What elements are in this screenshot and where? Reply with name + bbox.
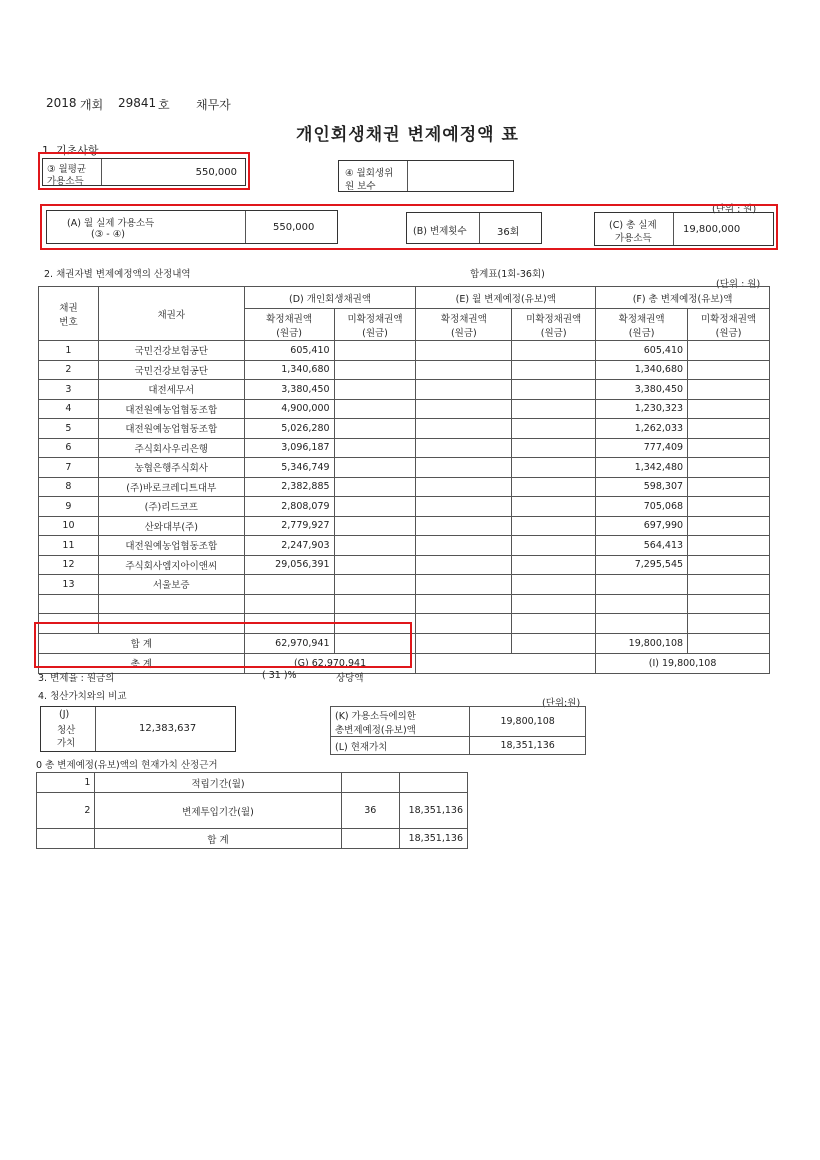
header-no-2: 번호 [59, 316, 78, 328]
pv-row-months [341, 773, 400, 793]
table-row [39, 458, 770, 478]
row-e-confirmed [416, 536, 512, 556]
pv-sum-value: 18,351,136 [400, 829, 468, 849]
row-d-confirmed: 4,900,000 [244, 399, 334, 419]
header-d-unconfirmed-2: (원금) [362, 327, 388, 339]
row-f-confirmed: 777,409 [596, 438, 688, 458]
row-f-unconfirmed [688, 419, 770, 439]
avg-income-label-1: ③ 월평균 [47, 164, 87, 175]
pv-row-value [400, 773, 468, 793]
table-row [39, 516, 770, 536]
row-f-unconfirmed [688, 399, 770, 419]
header-d-confirmed-1: 확정채권액 [266, 313, 313, 325]
row-f-unconfirmed [688, 477, 770, 497]
trustee-fee-box [338, 160, 514, 192]
avg-income-value: 550,000 [195, 167, 237, 178]
k-value: 19,800,108 [470, 707, 586, 737]
row-creditor: 주식회사우리은행 [98, 438, 244, 458]
row-creditor: 대전원예농업협동조합 [98, 536, 244, 556]
row-e-unconfirmed [512, 438, 596, 458]
section2-unit: (단위 : 원) [716, 279, 761, 290]
row-e-confirmed [416, 419, 512, 439]
row-d-confirmed: 3,380,450 [244, 380, 334, 400]
row-e-unconfirmed [512, 516, 596, 536]
row-creditor: 산와대부(주) [98, 516, 244, 536]
row-e-confirmed [416, 594, 512, 614]
row-f-confirmed [596, 575, 688, 595]
row-e-confirmed [416, 380, 512, 400]
creditor-rows [39, 341, 770, 634]
row-no: 8 [39, 477, 99, 497]
row-creditor: 대전세무서 [98, 380, 244, 400]
trustee-fee-label-2: 원 보수 [345, 181, 376, 192]
sum-label: 합 계 [39, 633, 245, 653]
row-creditor: (주)리드코프 [98, 497, 244, 517]
section3-label: 3. 변제율 : 원금의 [38, 673, 115, 684]
page-title: 개인회생채권 변제예정액 표 [296, 125, 519, 145]
header-d-confirmed [244, 309, 334, 341]
header-no [39, 287, 99, 341]
header-d-unconfirmed [334, 309, 416, 341]
row-d-unconfirmed [334, 497, 416, 517]
table-row [39, 360, 770, 380]
a-value: 550,000 [273, 222, 315, 233]
pv-row-no: 1 [37, 773, 95, 793]
row-e-confirmed [416, 458, 512, 478]
row-f-unconfirmed [688, 555, 770, 575]
row-d-confirmed: 29,056,391 [244, 555, 334, 575]
row-creditor: 대전원예농업협동조합 [98, 399, 244, 419]
row-creditor: (주)바로크레디트대부 [98, 477, 244, 497]
header-f-unconfirmed-1: 미확정채권액 [701, 313, 757, 325]
row-d-confirmed: 1,340,680 [244, 360, 334, 380]
row-no: 3 [39, 380, 99, 400]
row-e-unconfirmed [512, 555, 596, 575]
header-case-no: 29841 [118, 96, 157, 110]
c-value: 19,800,000 [683, 224, 741, 235]
row-d-unconfirmed [334, 594, 416, 614]
row-creditor: 주식회사엠지아이앤씨 [98, 555, 244, 575]
row-f-unconfirmed [688, 360, 770, 380]
table-row [39, 575, 770, 595]
highlight-avg-income [38, 152, 250, 190]
header-case-suffix: 호 [158, 98, 170, 112]
table-row [39, 341, 770, 361]
total-label: 총 계 [39, 653, 245, 673]
b-label: (B) 변제횟수 [413, 226, 467, 237]
header-d: (D) 개인회생채권액 [244, 287, 416, 309]
row-f-unconfirmed [688, 438, 770, 458]
row-f-confirmed: 697,990 [596, 516, 688, 536]
row-d-unconfirmed [334, 536, 416, 556]
pv-rows [37, 773, 468, 829]
row-e-confirmed [416, 516, 512, 536]
row-no: 6 [39, 438, 99, 458]
header-f: (F) 총 변제예정(유보)액 [596, 287, 770, 309]
row-d-unconfirmed [334, 477, 416, 497]
row-e-unconfirmed [512, 380, 596, 400]
pv-row-no: 2 [37, 793, 95, 829]
creditor-table [38, 286, 770, 674]
row-no: 12 [39, 555, 99, 575]
row-d-confirmed: 5,026,280 [244, 419, 334, 439]
pv-row-label: 적립기간(월) [95, 773, 341, 793]
header-f-confirmed-1: 확정채권액 [618, 313, 665, 325]
sum-d: 62,970,941 [244, 633, 334, 653]
sum-f: 19,800,108 [596, 633, 688, 653]
row-e-confirmed [416, 438, 512, 458]
header-e-confirmed [416, 309, 512, 341]
row-no: 5 [39, 419, 99, 439]
row-creditor [98, 594, 244, 614]
pv-sum-label: 합 계 [95, 829, 341, 849]
a-label-1: (A) 월 실제 가용소득 [67, 218, 155, 229]
highlight-totals [40, 204, 778, 250]
row-f-unconfirmed [688, 575, 770, 595]
row-f-confirmed: 598,307 [596, 477, 688, 497]
table-row [39, 399, 770, 419]
pv-row-months: 36 [341, 793, 400, 829]
table-row [39, 536, 770, 556]
c-label-1: (C) 총 실제 [609, 220, 657, 231]
row-f-confirmed: 3,380,450 [596, 380, 688, 400]
row-e-unconfirmed [512, 575, 596, 595]
j-box [40, 706, 236, 752]
row-e-unconfirmed [512, 536, 596, 556]
row-f-confirmed: 605,410 [596, 341, 688, 361]
row-e-unconfirmed [512, 594, 596, 614]
row-d-confirmed: 2,382,885 [244, 477, 334, 497]
row-d-unconfirmed [334, 575, 416, 595]
pv-row-value: 18,351,136 [400, 793, 468, 829]
row-creditor: 국민건강보험공단 [98, 341, 244, 361]
row-creditor: 농협은행주식회사 [98, 458, 244, 478]
header-round-label: 개회 [80, 98, 104, 112]
pv-row [37, 773, 468, 793]
row-f-confirmed: 1,340,680 [596, 360, 688, 380]
k-label-2: 총변제예정(유보)액 [335, 724, 416, 736]
row-e-unconfirmed [512, 458, 596, 478]
row-e-unconfirmed [512, 477, 596, 497]
pv-row-label: 변제투입기간(월) [95, 793, 341, 829]
header-f-unconfirmed-2: (원금) [715, 327, 742, 339]
row-d-confirmed: 605,410 [244, 341, 334, 361]
header-f-unconfirmed [688, 309, 770, 341]
row-d-confirmed: 3,096,187 [244, 438, 334, 458]
row-creditor: 대전원예농업협동조합 [98, 419, 244, 439]
j-label-2: 청산 [57, 725, 76, 736]
l-label: (L) 현재가치 [331, 737, 470, 755]
header-e-unconfirmed [512, 309, 596, 341]
row-e-confirmed [416, 575, 512, 595]
header-e-unconfirmed-2: (원금) [540, 327, 567, 339]
table-row [39, 555, 770, 575]
section5-label: 0 총 변제예정(유보)액의 현재가치 산정근거 [36, 760, 218, 771]
row-d-unconfirmed [334, 419, 416, 439]
row-f-unconfirmed [688, 458, 770, 478]
row-f-confirmed: 564,413 [596, 536, 688, 556]
section4-unit: (단위:원) [542, 698, 581, 709]
header-e-confirmed-1: 확정채권액 [440, 313, 487, 325]
row-d-unconfirmed [334, 458, 416, 478]
header-creditor: 채권자 [98, 287, 244, 341]
row-no: 1 [39, 341, 99, 361]
l-value: 18,351,136 [470, 737, 586, 755]
row-d-unconfirmed [334, 438, 416, 458]
row-f-unconfirmed [688, 516, 770, 536]
row-f-unconfirmed [688, 380, 770, 400]
section2-subtitle: 합계표(1회-36회) [470, 269, 545, 280]
row-f-confirmed: 705,068 [596, 497, 688, 517]
j-label-3: 가치 [57, 738, 76, 749]
row-e-confirmed [416, 555, 512, 575]
total-g: (G) 62,970,941 [244, 653, 416, 673]
row-f-confirmed: 1,342,480 [596, 458, 688, 478]
row-d-confirmed [244, 594, 334, 614]
k-label [331, 707, 470, 737]
row-no: 13 [39, 575, 99, 595]
row-f-unconfirmed [688, 536, 770, 556]
section1-label: 1. 기초사항 [42, 144, 99, 157]
section4-label: 4. 청산가치와의 비교 [38, 691, 127, 702]
row-no: 10 [39, 516, 99, 536]
present-value-table [36, 772, 468, 849]
header-year: 2018 [46, 96, 77, 110]
row-e-confirmed [416, 497, 512, 517]
table-row [39, 594, 770, 614]
row-d-confirmed: 5,346,749 [244, 458, 334, 478]
table-row [39, 438, 770, 458]
row-f-unconfirmed [688, 594, 770, 614]
row-d-confirmed: 2,779,927 [244, 516, 334, 536]
row-d-confirmed [244, 575, 334, 595]
row-no: 9 [39, 497, 99, 517]
kl-table [330, 706, 586, 755]
table-row [39, 419, 770, 439]
row-no [39, 594, 99, 614]
row-f-confirmed: 1,262,033 [596, 419, 688, 439]
row-f-confirmed: 1,230,323 [596, 399, 688, 419]
table-row [39, 477, 770, 497]
pv-row [37, 793, 468, 829]
row-d-unconfirmed [334, 555, 416, 575]
header-e-confirmed-2: (원금) [450, 327, 477, 339]
j-value: 12,383,637 [139, 723, 197, 734]
row-d-confirmed: 2,247,903 [244, 536, 334, 556]
row-no: 4 [39, 399, 99, 419]
total-i: (I) 19,800,108 [596, 653, 770, 673]
row-f-confirmed [596, 594, 688, 614]
j-label-1: (J) [59, 709, 70, 720]
row-d-unconfirmed [334, 399, 416, 419]
row-e-unconfirmed [512, 419, 596, 439]
row-f-unconfirmed [688, 497, 770, 517]
row-e-unconfirmed [512, 614, 596, 634]
header-e-unconfirmed-1: 미확정채권액 [526, 313, 582, 325]
header-e: (E) 월 변제예정(유보)액 [416, 287, 596, 309]
header-f-confirmed [596, 309, 688, 341]
section3-suffix: 상당액 [336, 673, 364, 684]
row-d-unconfirmed [334, 516, 416, 536]
row-d-unconfirmed [334, 341, 416, 361]
trustee-fee-label-1: ④ 월회생위 [345, 168, 394, 179]
row-f-confirmed [596, 614, 688, 634]
row-f-unconfirmed [688, 341, 770, 361]
c-label-2: 가용소득 [615, 233, 652, 244]
row-e-confirmed [416, 341, 512, 361]
row-f-unconfirmed [688, 614, 770, 634]
header-d-confirmed-2: (원금) [276, 327, 302, 339]
row-d-unconfirmed [334, 360, 416, 380]
section3-rate: ( 31 )% [262, 670, 297, 681]
row-no: 11 [39, 536, 99, 556]
row-no: 2 [39, 360, 99, 380]
a-label-2: (③ - ④) [91, 229, 125, 240]
avg-income-label-2: 가용소득 [47, 176, 84, 187]
b-value: 36회 [497, 227, 520, 238]
row-e-unconfirmed [512, 497, 596, 517]
k-label-1: (K) 가용소득에의한 [335, 710, 416, 722]
section1-unit: (단위 : 원) [712, 204, 757, 215]
row-e-confirmed [416, 477, 512, 497]
header-no-1: 채권 [59, 302, 78, 314]
row-e-unconfirmed [512, 341, 596, 361]
header-role: 채무자 [196, 98, 231, 112]
row-e-unconfirmed [512, 360, 596, 380]
header-d-unconfirmed-1: 미확정채권액 [347, 313, 403, 325]
header-f-confirmed-2: (원금) [628, 327, 655, 339]
table-row [39, 380, 770, 400]
row-f-confirmed: 7,295,545 [596, 555, 688, 575]
row-e-unconfirmed [512, 399, 596, 419]
row-creditor: 서울보증 [98, 575, 244, 595]
row-no: 7 [39, 458, 99, 478]
row-creditor: 국민건강보험공단 [98, 360, 244, 380]
row-e-confirmed [416, 614, 512, 634]
row-e-confirmed [416, 360, 512, 380]
row-d-confirmed: 2,808,079 [244, 497, 334, 517]
row-e-confirmed [416, 399, 512, 419]
highlight-sum [34, 622, 412, 668]
table-row [39, 497, 770, 517]
row-d-unconfirmed [334, 380, 416, 400]
section2-label: 2. 채권자별 변제예정액의 산정내역 [44, 269, 191, 280]
